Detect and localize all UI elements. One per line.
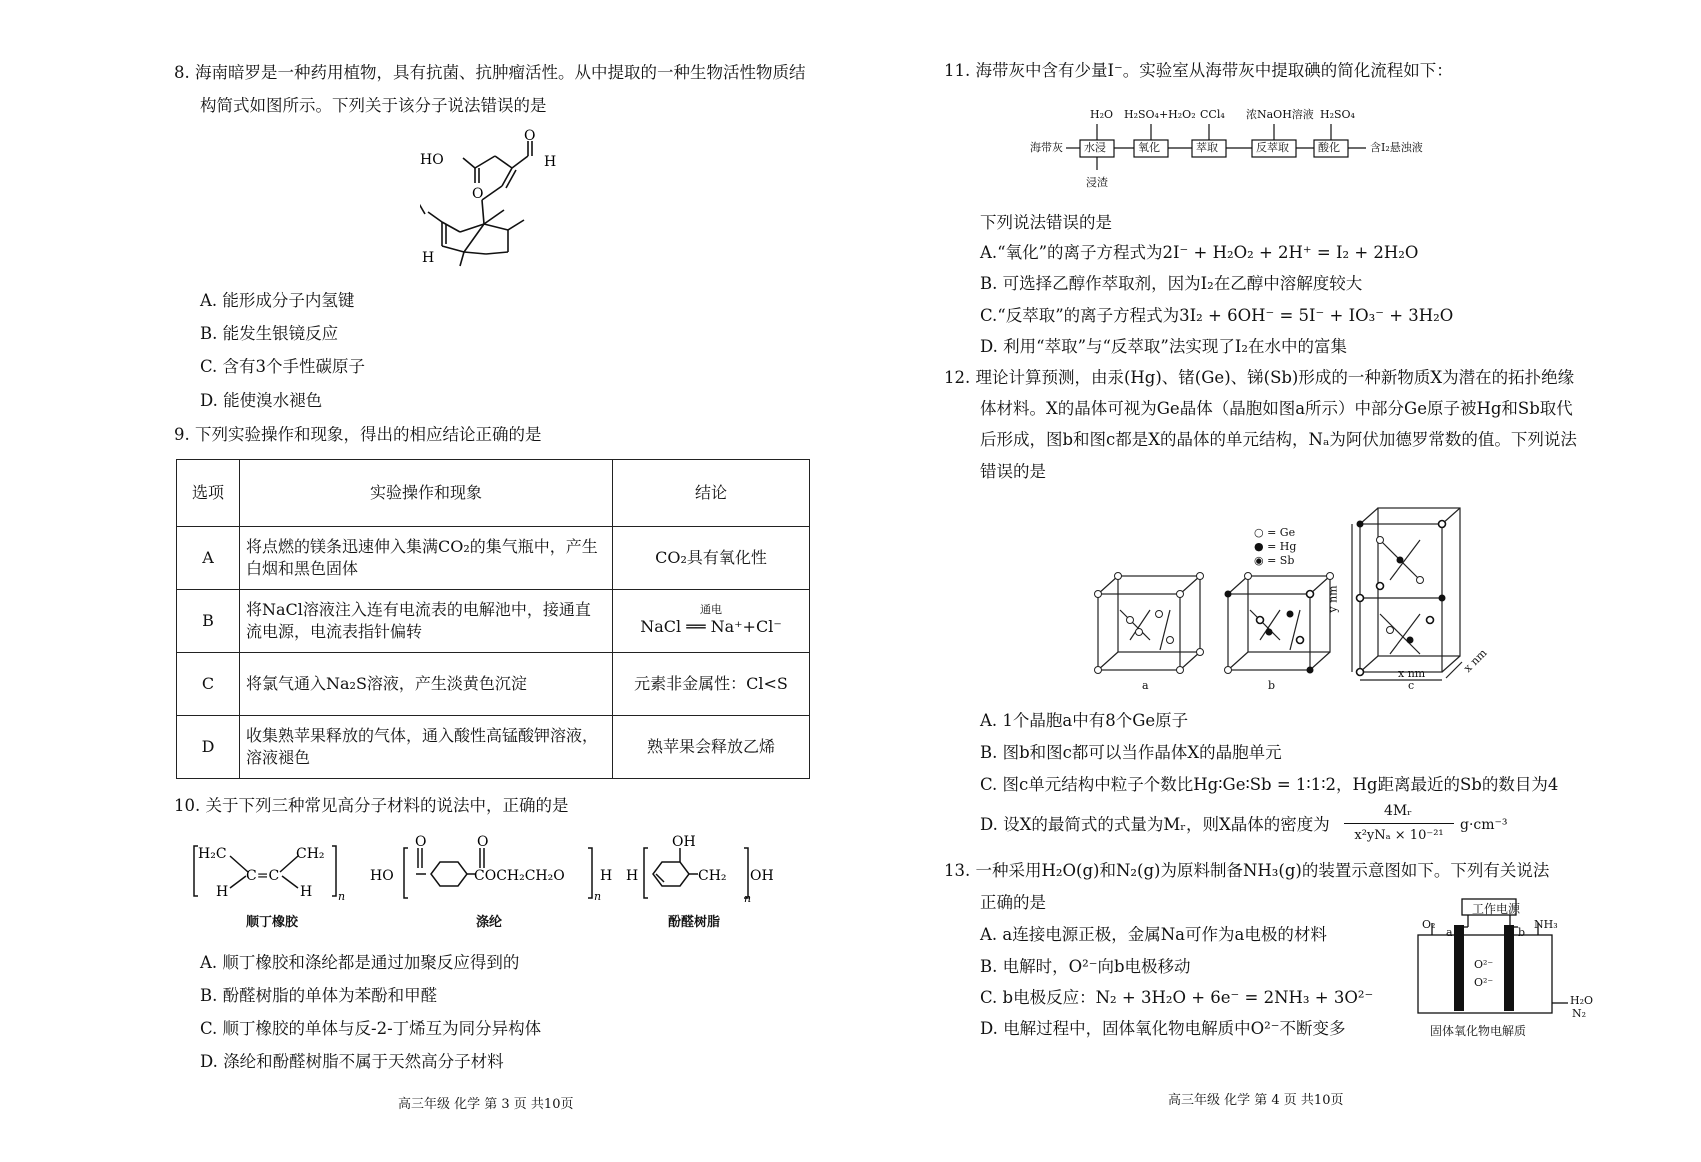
p3-ch2-label: CH₂ [698, 868, 727, 884]
fig-a-label: a [1142, 679, 1149, 692]
op-line1: 收集熟苹果释放的气体，通入酸性高锰酸钾溶液， [246, 726, 599, 745]
q11-option-d: D. 利用“萃取”与“反萃取”法实现了I₂在水中的富集 [980, 337, 1348, 356]
q12-option-b: B. 图b和图c都可以当作晶体X的晶胞单元 [980, 743, 1282, 762]
q12-stem-line4: 错误的是 [980, 462, 1046, 481]
polymer-2-name: 涤纶 [476, 915, 503, 930]
op-line2: 流电源，电流表指针偏转 [246, 622, 423, 641]
flow-reagent-4: 浓NaOH溶液 [1246, 108, 1314, 121]
header-operation: 实验操作和现象 [240, 460, 613, 527]
q8-stem-line1: 8. 海南暗罗是一种药用植物，具有抗菌、抗肿瘤活性。从中提取的一种生物活性物质结 [174, 63, 806, 82]
q12-crystal-figures [1090, 500, 1490, 700]
fraction-bar [1344, 823, 1454, 824]
q13-option-a: A. a连接电源正极，金属Na可作为a电极的材料 [980, 925, 1327, 944]
p2-h-label: H [600, 868, 613, 884]
table-row [177, 527, 810, 590]
q8-o-top-label: O [524, 128, 536, 144]
legend-sb: ◉ = Sb [1254, 554, 1295, 567]
power-source-label: 工作电源 [1472, 902, 1521, 916]
op-line2: 白烟和黑色固体 [246, 559, 359, 578]
p1-h1-label: H [216, 884, 229, 900]
density-unit: g·cm⁻³ [1460, 817, 1508, 833]
q8-molecule-structure [420, 128, 600, 268]
q12-stem-line1: 12. 理论计算预测，由汞(Hg)、锗(Ge)、锑(Sb)形成的一种新物质X为潜在的拓扑绝缘 [944, 368, 1575, 387]
row-option: B [177, 590, 240, 653]
q10-option-d: D. 涤纶和酚醛树脂不属于天然高分子材料 [200, 1052, 504, 1071]
row-operation [240, 527, 613, 590]
electrode-a-label: a [1446, 926, 1453, 939]
flow-start: 海带灰 [1030, 141, 1063, 154]
p2-o2-label: O [477, 834, 489, 850]
dim-y-label: y nm [1326, 585, 1340, 613]
h2o-label: H₂O [1570, 994, 1594, 1007]
p3-n-label: n [744, 892, 752, 904]
flow-box-5: 酸化 [1318, 141, 1340, 154]
q12-stem-line2: 体材料。X的晶体可视为Ge晶体（晶胞如图a所示）中部分Ge原子被Hg和Sb取代 [980, 399, 1573, 418]
nh3-label: NH₃ [1534, 918, 1558, 931]
p2-n-label: n [594, 890, 602, 903]
q8-h-right-label: H [544, 154, 557, 170]
left-page-footer: 高三年级 化学 第 3 页 共10页 [398, 1097, 574, 1112]
op-line1: 将氯气通入Na₂S溶液，产生淡黄色沉淀 [246, 674, 527, 693]
p3-oh-label: OH [672, 834, 696, 850]
table-header-row [177, 460, 810, 527]
p1-c-c-label: C=C [246, 868, 280, 884]
electrolysis-condition: 通电 [700, 603, 722, 616]
flow-reagent-1: H₂O [1090, 108, 1114, 121]
flow-residue: 浸渣 [1086, 176, 1108, 189]
q12-option-a: A. 1个晶胞a中有8个Ge原子 [980, 711, 1189, 730]
p3-h-label: H [626, 868, 639, 884]
polymer-polyester [370, 834, 620, 904]
p1-n-label: n [338, 890, 346, 903]
q11-question: 下列说法错误的是 [980, 213, 1112, 232]
q10-option-a: A. 顺丁橡胶和涤纶都是通过加聚反应得到的 [200, 953, 520, 972]
polymer-phenolic-resin [626, 834, 776, 904]
flow-box-3: 萃取 [1196, 141, 1218, 154]
q10-option-c: C. 顺丁橡胶的单体与反-2-丁烯互为同分异构体 [200, 1019, 542, 1038]
q9-table [176, 459, 810, 779]
table-row [177, 590, 810, 653]
right-page-footer: 高三年级 化学 第 4 页 共10页 [1168, 1093, 1344, 1108]
p1-h2c-label: H₂C [198, 846, 227, 862]
q11-option-a: A.“氧化”的离子方程式为2I⁻ + H₂O₂ + 2H⁺ = I₂ + 2H₂O [980, 243, 1419, 262]
q10-option-b: B. 酚醛树脂的单体为苯酚和甲醛 [200, 986, 438, 1005]
q12-option-d: D. 设X的最简式的式量为Mᵣ，则X晶体的密度为 [980, 815, 1330, 834]
flow-box-1: 水浸 [1084, 141, 1106, 154]
ion-label-1: O²⁻ [1474, 958, 1494, 971]
q13-stem-line2: 正确的是 [980, 893, 1046, 912]
q8-option-b: B. 能发生银镜反应 [200, 324, 339, 343]
polymer-cis-butadiene-rubber [190, 840, 350, 910]
row-option: C [177, 653, 240, 716]
table-row [177, 716, 810, 779]
legend-hg: ● = Hg [1254, 540, 1297, 553]
legend-ge: ○ = Ge [1254, 526, 1296, 539]
q8-option-d: D. 能使溴水褪色 [200, 391, 323, 410]
op-line1: 将点燃的镁条迅速伸入集满CO₂的集气瓶中，产生 [246, 537, 598, 556]
device-caption: 固体氧化物电解质 [1430, 1024, 1527, 1038]
flow-reagent-2: H₂SO₄+H₂O₂ [1124, 108, 1196, 121]
flow-box-4: 反萃取 [1256, 141, 1289, 154]
q12-stem-line3: 后形成，图b和图c都是X的晶体的单元结构，Nₐ为阿伏加德罗常数的值。下列说法 [980, 430, 1577, 449]
polymer-1-name: 顺丁橡胶 [246, 915, 299, 930]
op-line1: 将NaCl溶液注入连有电流表的电解池中，接通直 [246, 600, 591, 619]
electrolysis-equation: NaCl ══ Na⁺+Cl⁻ [640, 617, 782, 636]
flow-box-2: 氧化 [1138, 141, 1160, 154]
q13-stem-line1: 13. 一种采用H₂O(g)和N₂(g)为原料制备NH₃(g)的装置示意图如下。下列有关说法 [944, 861, 1550, 880]
flow-reagent-3: CCl₄ [1200, 108, 1225, 121]
q12-option-c: C. 图c单元结构中粒子个数比Hg∶Ge∶Sb = 1∶1∶2，Hg距离最近的Sb的数目为4 [980, 775, 1559, 794]
op-line2: 溶液褪色 [246, 748, 311, 767]
p2-o1-label: O [415, 834, 427, 850]
row-operation [240, 716, 613, 779]
left-page [0, 0, 850, 1162]
q13-option-c: C. b电极反应：N₂ + 3H₂O + 6e⁻ = 2NH₃ + 3O²⁻ [980, 988, 1374, 1007]
q10-stem: 10. 关于下列三种常见高分子材料的说法中，正确的是 [174, 796, 569, 815]
header-option: 选项 [177, 460, 240, 527]
row-operation [240, 653, 613, 716]
row-conclusion: 熟苹果会释放乙烯 [613, 716, 810, 779]
row-conclusion: CO₂具有氧化性 [613, 527, 810, 590]
q9-stem: 9. 下列实验操作和现象，得出的相应结论正确的是 [174, 425, 542, 444]
row-conclusion [613, 590, 810, 653]
row-option: A [177, 527, 240, 590]
p2-ho-label: HO [370, 868, 394, 884]
n2-label: N₂ [1572, 1007, 1587, 1020]
q11-stem: 11. 海带灰中含有少量I⁻。实验室从海带灰中提取碘的简化流程如下： [944, 61, 1453, 80]
o2-label: O₂ [1422, 918, 1436, 931]
q8-o-acid-label: O [472, 186, 484, 202]
q11-option-b: B. 可选择乙醇作萃取剂，因为I₂在乙醇中溶解度较大 [980, 274, 1363, 293]
p3-oh2-label: OH [750, 868, 774, 884]
row-operation [240, 590, 613, 653]
q11-option-c: C.“反萃取”的离子方程式为3I₂ + 6OH⁻ = 5I⁻ + IO₃⁻ + 3H₂O [980, 306, 1454, 325]
q8-ho-label: HO [420, 152, 444, 168]
flow-end: 含I₂悬浊液 [1370, 141, 1423, 154]
q8-option-c: C. 含有3个手性碳原子 [200, 357, 366, 376]
q8-stem-line2: 构简式如图所示。下列关于该分子说法错误的是 [200, 96, 547, 115]
p1-h2-label: H [300, 884, 313, 900]
fig-b-label: b [1268, 679, 1276, 692]
q13-option-d: D. 电解过程中，固体氧化物电解质中O²⁻不断变多 [980, 1019, 1346, 1038]
q8-option-a: A. 能形成分子内氢键 [200, 291, 355, 310]
fig-c-label: c [1408, 679, 1415, 692]
q8-h-left-label: H [422, 250, 435, 266]
ion-label-2: O²⁻ [1474, 976, 1494, 989]
electrode-b-label: b [1518, 926, 1526, 939]
density-denominator: x²yNₐ × 10⁻²¹ [1354, 828, 1444, 843]
row-option: D [177, 716, 240, 779]
density-numerator: 4Mᵣ [1383, 803, 1413, 819]
p2-ester-label: COCH₂CH₂O [474, 868, 565, 884]
table-row [177, 653, 810, 716]
row-conclusion: 元素非金属性：Cl<S [613, 653, 810, 716]
dim-x2-label: x nm [1461, 646, 1490, 675]
polymer-3-name: 酚醛树脂 [668, 915, 721, 930]
right-page [850, 0, 1701, 1162]
q13-option-b: B. 电解时，O²⁻向b电极移动 [980, 957, 1191, 976]
p1-ch2-label: CH₂ [296, 846, 325, 862]
dim-x-label: x nm [1398, 667, 1426, 680]
flow-reagent-5: H₂SO₄ [1320, 108, 1355, 121]
header-conclusion: 结论 [613, 460, 810, 527]
